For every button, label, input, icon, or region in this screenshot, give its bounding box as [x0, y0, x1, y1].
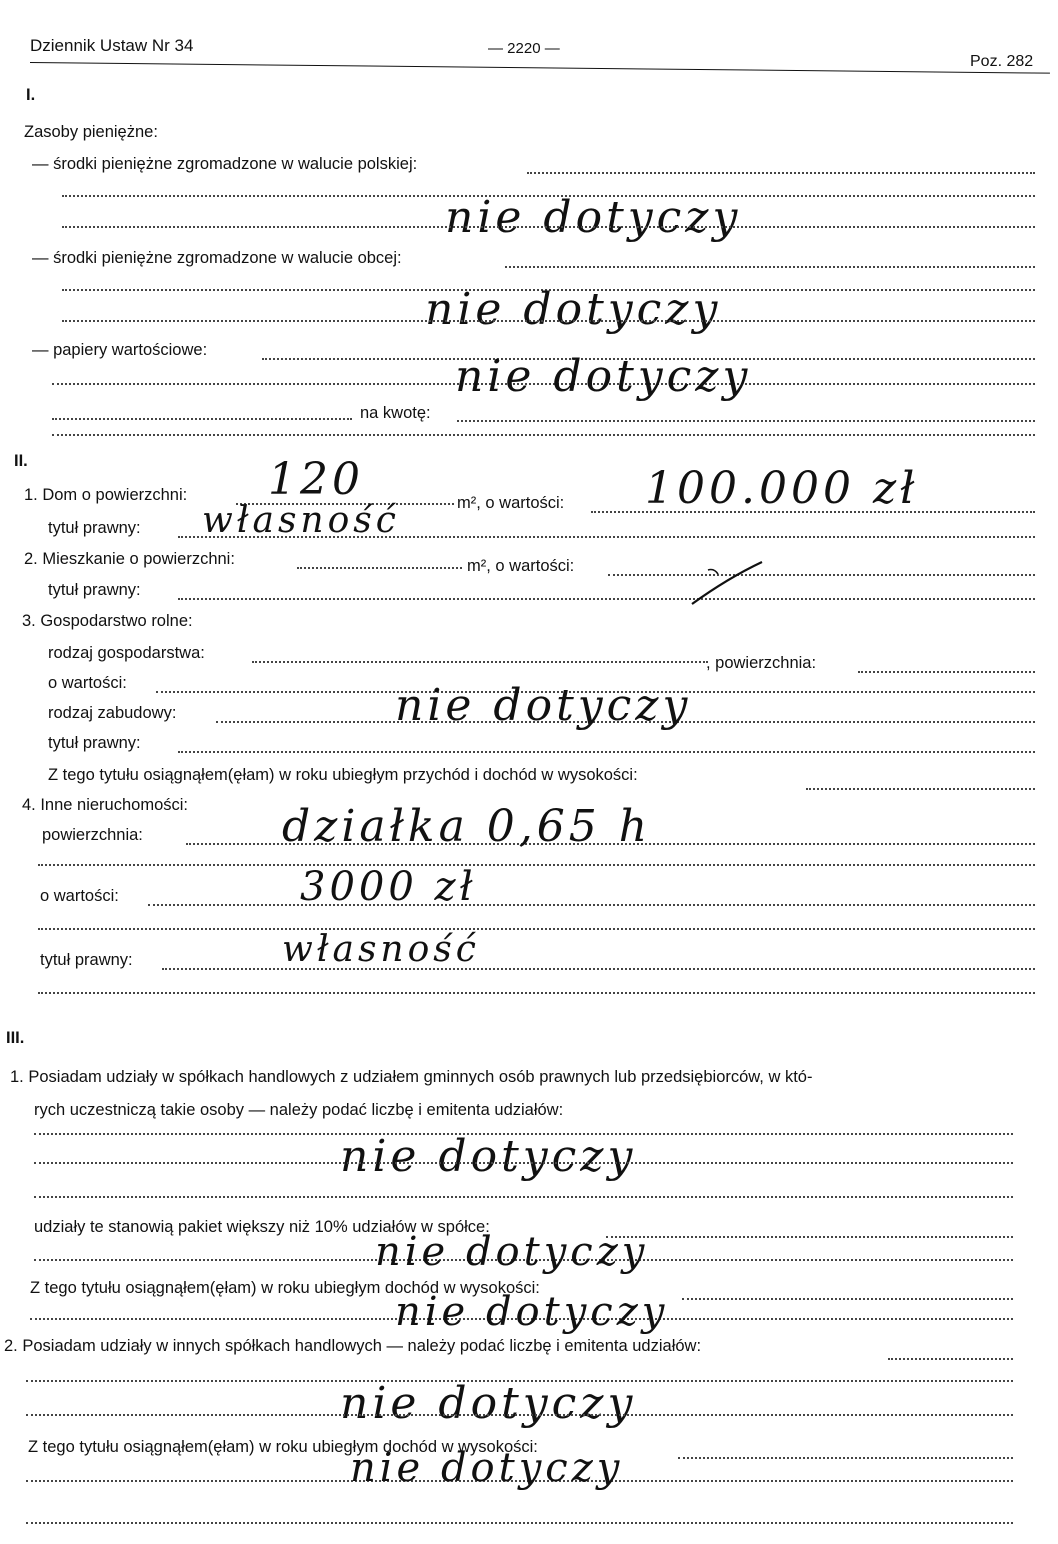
shares-label-line1: 1. Posiadam udziały w spółkach handlowych z udziałem gminnych osób prawnych lub przedsiębiorców, w któ- [10, 1068, 813, 1086]
other-area-line-2 [38, 864, 1035, 866]
amount-line-left [52, 418, 352, 420]
house-area-value: 120 [268, 454, 364, 505]
other-value: 3000 zł [300, 864, 477, 910]
other-value-line [148, 904, 1035, 906]
shares-value: nie dotyczy [340, 1131, 637, 1182]
house-title-label: tytuł prawny: [48, 519, 141, 537]
securities-value: nie dotyczy [455, 351, 752, 402]
section-1-title: I. [26, 86, 36, 104]
section-2-title: II. [14, 452, 28, 470]
section-3-title: III. [6, 1029, 25, 1047]
other-shares-label: 2. Posiadam udziały w innych spółkach handlowych — należy podać liczbę i emitenta udziałów: [4, 1337, 702, 1355]
foreign-line-3 [62, 320, 1035, 322]
flat-label: 2. Mieszkanie o powierzchni: [24, 550, 235, 568]
farm-area-label: , powierzchnia: [706, 654, 817, 672]
shares-label-line2: rych uczestniczą takie osoby — należy podać liczbę i emitenta udziałów: [34, 1101, 564, 1119]
flat-title-line [178, 598, 1035, 600]
flat-m2-value-label: m², o wartości: [467, 557, 575, 575]
income-value: nie dotyczy [395, 1289, 669, 1335]
house-title-value: własność [202, 500, 400, 541]
house-label: 1. Dom o powierzchni: [24, 486, 188, 504]
foreign-line [505, 266, 1035, 268]
farm-type-label: rodzaj gospodarstwa: [48, 644, 205, 662]
section-3-end-line [26, 1522, 1013, 1524]
pln-line-3 [62, 226, 1035, 228]
farm-value-label: o wartości: [48, 674, 127, 692]
section-1-end-line [52, 434, 1035, 436]
income-label: Z tego tytułu osiągnąłem(ęłam) w roku ubiegłym dochód w wysokości: [30, 1279, 540, 1297]
farm-income-label: Z tego tytułu osiągnąłem(ęłam) w roku ubiegłym przychód i dochód w wysokości: [48, 766, 638, 784]
position-number: Poz. 282 [970, 53, 1034, 70]
m2-value-label: m², o wartości: [457, 494, 565, 512]
house-value: 100.000 zł [645, 463, 919, 514]
farm-type-line [252, 661, 708, 663]
other-value-label: o wartości: [40, 887, 119, 905]
other-income-value: nie dotyczy [350, 1445, 624, 1491]
amount-line-right [457, 420, 1035, 422]
farm-building-label: rodzaj zabudowy: [48, 704, 177, 722]
shares-line-3 [34, 1196, 1013, 1198]
packet-value: nie dotyczy [375, 1229, 649, 1275]
other-shares-line [888, 1358, 1013, 1360]
farm-area-line [858, 671, 1035, 673]
flat-area-line [297, 567, 462, 569]
cash-heading: Zasoby pieniężne: [24, 123, 158, 141]
farm-label: 3. Gospodarstwo rolne: [22, 612, 193, 630]
other-area-value: działka 0,65 h [282, 801, 652, 852]
flat-value-line [608, 574, 1035, 576]
other-area-label: powierzchnia: [42, 826, 143, 844]
header-rule [30, 62, 1050, 74]
other-shares-line-3 [26, 1414, 1013, 1416]
other-income-line [678, 1457, 1013, 1459]
securities-label: — papiery wartościowe: [32, 341, 208, 359]
other-value-line-2 [38, 928, 1035, 930]
journal-title: Dziennik Ustaw Nr 34 [30, 36, 194, 55]
farm-title-label: tytuł prawny: [48, 734, 141, 752]
amount-label: na kwotę: [360, 404, 431, 422]
other-title-value: własność [282, 929, 480, 970]
page-number: — 2220 — [488, 40, 560, 57]
other-property-label: 4. Inne nieruchomości: [22, 796, 189, 814]
pln-line [527, 172, 1035, 174]
farm-income-line [806, 788, 1035, 790]
farm-value: nie dotyczy [395, 680, 692, 731]
farm-title-line [178, 751, 1035, 753]
other-title-label: tytuł prawny: [40, 951, 133, 969]
pln-label: — środki pieniężne zgromadzone w walucie polskiej: [32, 155, 418, 173]
other-shares-value: nie dotyczy [340, 1378, 637, 1429]
pln-value: nie dotyczy [445, 192, 742, 243]
flat-title-label: tytuł prawny: [48, 581, 141, 599]
shares-line-2 [34, 1162, 1013, 1164]
packet-line [606, 1236, 1013, 1238]
packet-label: udziały te stanowią pakiet większy niż 10% udziałów w spółce: [34, 1218, 490, 1236]
foreign-label: — środki pieniężne zgromadzone w walucie obcej: [32, 249, 402, 267]
section-2-end-line [38, 992, 1035, 994]
income-line [682, 1298, 1013, 1300]
foreign-value: nie dotyczy [425, 284, 722, 335]
other-income-label: Z tego tytułu osiągnąłem(ęłam) w roku ubiegłym dochód w wysokości: [28, 1438, 538, 1456]
not-applicable-stroke [688, 558, 768, 608]
